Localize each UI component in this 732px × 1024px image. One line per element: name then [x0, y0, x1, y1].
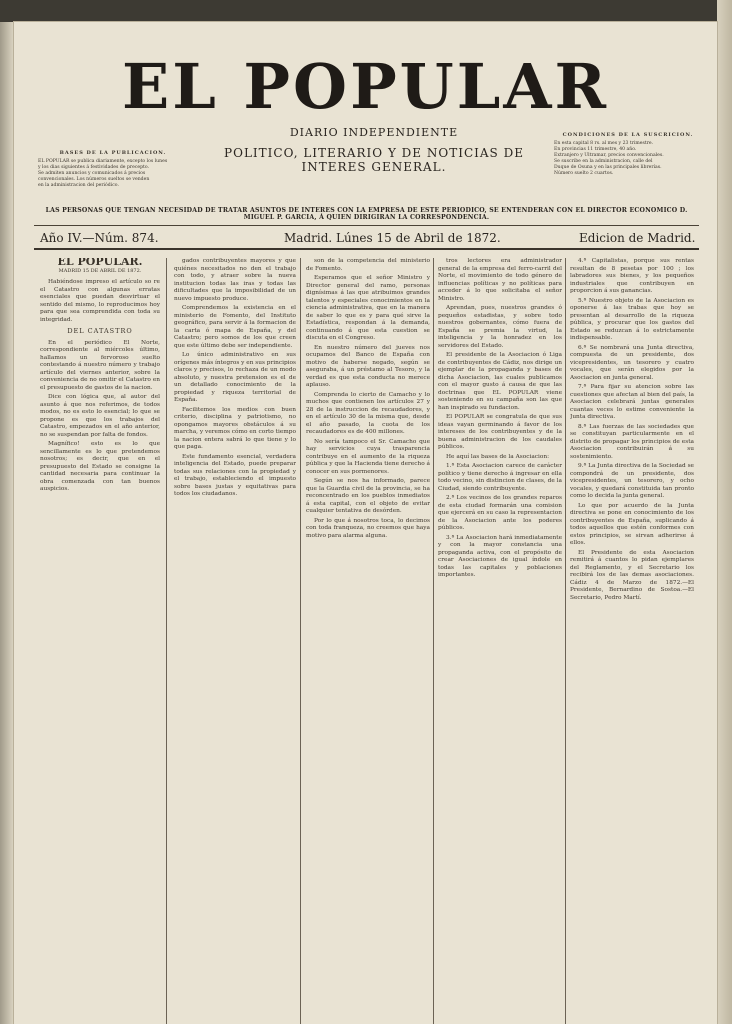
- paragraph: 3.ª La Asociacion hará inmediatamente y con la mayor constancia una propaganda activa, con el propósito de crear Asociaciones de igual índole en todas las capitales y poblaciones importantes.: [438, 534, 562, 578]
- newspaper-page: [14, 22, 717, 1024]
- subscription-conditions-line: Se suscribe en la administracion, calle del: [554, 159, 653, 164]
- section-heading: DEL CATASTRO: [67, 327, 133, 335]
- paragraph: En el periódico El Norte, correspondiente al miércoles último, hallamos un fervoroso suelto contestando á nuestro número y trabajo artículo del viernes anterior, sobre la conveniencia de no omitir el Catastro en el presupuesto de gastos de la nacion.: [40, 339, 160, 391]
- page-stack-edge: [717, 0, 732, 1024]
- paragraph: 2.ª Los vecinos de los grandes reparos de esta ciudad formarán una comision que ejercerá en su caso la representacion de la Asociacion ante los poderes públicos.: [438, 495, 562, 531]
- publication-bases-line: EL POPULAR se publica diariamente, excepto los lunes: [38, 159, 168, 164]
- publication-bases-box: [38, 150, 188, 189]
- paragraph: Comprenda lo cierto de Camacho y lo muchos que contienen los artículos 27 y 28 de la instruccion de recaudadores, y en el artículo 30 de la misma que, desde el año pasado, la cuota de los recaudadores es de 400 millones.: [306, 391, 430, 435]
- subscription-conditions-heading: CONDICIONES DE LA SUSCRICION.: [562, 132, 694, 138]
- paragraph: 7.ª Para fijar su atencion sobre las cuestiones que afectan al bien del país, la Asociacion celebrará juntas generales cuantas veces lo estime conveniente la Junta directiva.: [570, 384, 694, 420]
- article-column-4: [438, 258, 562, 1024]
- paragraph: 1.ª Esta Asociacion carece de carácter político y tiene derecho á ingresar en ella todo vecino, sin distincion de clases, de la Ciudad, siendo contribuyente.: [438, 463, 562, 492]
- publication-bases-heading: BASES DE LA PUBLICACION.: [59, 150, 167, 156]
- subscription-conditions-line: En provincias 11 trimestre, 40 año.: [554, 147, 637, 152]
- paragraph: El presidente de la Asociacion ó Liga de contribuyentes de Cádiz, nos dirige un ejemplar de la propaganda y bases de dicha Asociacion, las cuales publicamos con el mayor gusto á causa de que las doctrinas que EL POPULAR viene sosteniendo en su campaña son las que han inspirado su fundacion.: [438, 352, 562, 411]
- publication-bases-line: y los dias siguientes á festividades de precepto.: [38, 165, 150, 170]
- paragraph: 4.ª Capitalistas, porque sus rentas resultan de 8 pesetas por 100 ; los labradores sus bienes, y los pequeños industriales que contribuyen en proporcion á sus ganancias.: [570, 258, 694, 294]
- column-rule: [565, 258, 566, 1024]
- column-rule: [433, 258, 434, 1024]
- masthead-subtitle: DIARIO INDEPENDIENTE: [289, 126, 459, 139]
- paragraph: 6.ª Se nombrará una Junta directiva, compuesta de un presidente, dos vicepresidentes, un tesorero y cuatro vocales, que serán elegidos por la Asociacion en junta general.: [570, 344, 694, 381]
- paragraph: gados contribuyentes mayores y que quiénes necesitados no den el trabajo con todo, y atraer sobre la nueva institucion todas las iras y todas las dificultades que la imposibilidad de un nuevo impuesto produce.: [174, 258, 296, 302]
- paragraph: Lo único administrativo en sus orígenes más íntegros y en sus principios claros y precisos, lo rechaza de un modo absoluto, y nuestra pretension es el de un detallado conocimiento de la propiedad y riqueza territorial de España.: [174, 352, 296, 403]
- paragraph: El POPULAR se congratula de que sus ideas vayan germinando á favor de los intereses de los contribuyentes y de la buena administracion de los caudales públicos.: [438, 414, 562, 450]
- paragraph: Aprendan, pues, nuestros grandes ó pequeños estadistas, y sobre todo nuestros gobernantes, cómo fuera de España se premia la virtud, la inteligencia y la honradez en los servidores del Estado.: [438, 305, 562, 349]
- subscription-conditions-line: En esta capital 8 rs. al mes y 23 trimestre.: [554, 141, 654, 146]
- issue-number: Año IV.—Núm. 874.: [40, 231, 159, 245]
- column-rule: [300, 258, 301, 1024]
- paragraph: En nuestro número del jueves nos ocupamos del Banco de España con motivo de haberse negado, según se aseguraba, á un préstamo al Tesoro, y la verdad es que esta conducta no merece aplauso.: [306, 344, 430, 388]
- paragraph: son de la competencia del ministerio de Fomento.: [306, 258, 430, 272]
- subscription-conditions-line: Extranjero y Ultramar, precios convencionales.: [554, 153, 664, 158]
- paragraph: Magnífico! esto es lo que sencillamente es lo que pretendemos nosotros; es decir, que en el presupuesto del Estado se consigne la cantidad necesaria para continuar la obra comenzada con tan buenos auspicios.: [40, 441, 160, 492]
- column-title: EL POPULAR.: [57, 258, 143, 268]
- subscription-conditions-line: Duque de Osuna y en las principales librerías.: [554, 165, 662, 170]
- paragraph: Dice con lógica que, al autor del asunto á que nos referimos, de todos modos, no es esto lo esencial; lo que se propone es que los trabajos del Catastro, empezados en el año anterior, no se suspendan por falta de fondos.: [40, 394, 160, 438]
- correspondence-notice: LAS PERSONAS QUE TENGAN NECESIDAD DE TRATAR ASUNTOS DE INTERES CON LA EMPRESA DE ESTE PERIODICO, SE ENTENDERAN CON EL DIRECTOR ECONOMICO D. MIGUEL P. GARCIA, Á QUIEN DIRIGIRAN LA CORRESPONDENCIA.: [34, 207, 699, 226]
- dateline-bar: [34, 228, 699, 250]
- paragraph: 5.ª Nuestro objeto de la Asociacion es oponerse á las trabas que hoy se presentan al desarrollo de la riqueza pública, y procurar que los gastos del Estado se reduzcan á lo estrictamente indispensable.: [570, 297, 694, 341]
- column-dateline: MADRID 15 DE ABRIL DE 1872.: [58, 267, 142, 274]
- masthead-title: EL POPULAR: [122, 50, 609, 123]
- article-column-1: [40, 258, 160, 1024]
- paragraph: Según se nos ha informado, parece que la Guardia civil de la provincia, se ha reconcentrado en los pueblos inmediatos á esta capital, con el objeto de evitar cualquier tentativa de desórden.: [306, 478, 430, 514]
- paragraph: Esperamos que el señor Ministro y Director general del ramo, personas dignísimas á las que atribuimos grandes talentos y especiales conocimientos en la ciencia administrativa, que en la manera de saber lo que es y para qué sirve la Estadística, respondan á la demanda, continuando á que esta cuestion se discuta en el Congreso.: [306, 275, 430, 341]
- subscription-conditions-line: Número suelto 2 cuartos.: [554, 171, 614, 176]
- article-column-3: [306, 258, 430, 1024]
- paragraph: 8.ª Las fuerzas de las sociedades que se constituyan particularmente en el distrito de propagar los principios de esta Asociacion contribuirán á su sostenimiento.: [570, 423, 694, 460]
- subscription-conditions-box: [554, 132, 702, 177]
- publication-bases-line: Se admiten anuncios y comunicados á precios: [38, 171, 146, 176]
- paragraph: He aquí las bases de la Asociacion:: [446, 453, 550, 460]
- paragraph: tros lectores era administrador general de la empresa del ferro-carril del Norte, el movimiento de todo género de influencias políticas y no políticas para acceder á lo que solicitaba el señor Ministro.: [438, 258, 562, 302]
- paragraph: Facilitemos los medios con buen criterio, disciplina y patriotismo, no opongamos mayores obstáculos á su marcha, y veremos cómo en corto tiempo la nacion entera sabrá lo que tiene y lo que paga.: [174, 406, 296, 450]
- book-spine: [0, 22, 14, 1024]
- paragraph: No sería tampoco el Sr. Camacho que hay servicios cuya trasparencia contribuye en el aumento de la riqueza pública y que la Hacienda tiene derecho á conocer en sus pormenores.: [306, 438, 430, 475]
- article-column-5: [570, 258, 694, 1024]
- column-rule: [166, 258, 167, 1024]
- publication-bases-line: en la administracion del periódico.: [38, 183, 119, 188]
- paragraph: 9.ª La Junta directiva de la Sociedad se compondrá de un presidente, dos vicepresidentes, un tesorero, y ocho vocales, y quedará constituida tan pronto como lo decida la junta general.: [570, 463, 694, 499]
- paragraph: Habiéndose impreso el artículo so re el Catastro con algunas erratas esenciales que puedan desvirtuar el sentido del mismo, lo reproducimos hoy para que sea comprendida con toda su integridad.: [40, 279, 160, 323]
- article-column-2: [174, 258, 296, 1024]
- paragraph: Comprendemos la existencia en el ministerio de Fomento, del Instituto geográfico, para servir á la formacion de la carta ó mapa de España, y del Catastro; pero somos de los que creen que este último debe ser independiente.: [174, 305, 296, 349]
- issue-date: Madrid. Lúnes 15 de Abril de 1872.: [284, 231, 501, 245]
- paragraph: El Presidente de esta Asociacion remitirá á cuantos lo pidan ejemplares del Reglamento, y el Secretario los recibirá los de las demas asociaciones. Cádiz 4 de Marzo de 1872.—El Presidente, Bernardino de Sostoa.—El Secretario, Pedro Martí.: [570, 549, 694, 601]
- paragraph: Este fundamento esencial, verdadera inteligencia del Estado, puede preparar todas sus relaciones con la propiedad y el trabajo, estableciendo el impuesto sobre bases justas y equitativas para todos los ciudadanos.: [174, 453, 296, 497]
- paragraph: Por lo que á nosotros toca, lo decimos con toda franqueza, no creemos que haya motivo para alarma alguna.: [306, 517, 430, 539]
- publication-bases-line: convencionales. Los números sueltos se venden: [38, 177, 150, 182]
- paragraph: Lo que por acuerdo de la Junta directiva se pone en conocimiento de los contribuyentes de España, suplicando á todos aquellos que estén conformes con estos principios, se sirvan adherirse á ellos.: [570, 502, 694, 546]
- edition-label: Edicion de Madrid.: [579, 231, 696, 245]
- masthead-subtitle-secondary: POLITICO, LITERARIO Y DE NOTICIAS DE INTERES GENERAL.: [224, 146, 524, 174]
